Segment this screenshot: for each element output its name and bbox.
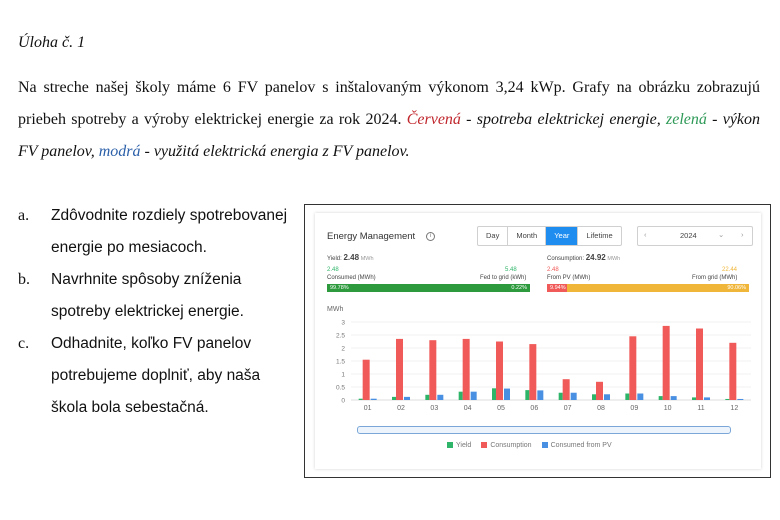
bar-consumed-from-pv-10[interactable] — [671, 396, 677, 400]
y-tick-label: 0.5 — [335, 384, 345, 392]
consumed-value: 2.48 — [327, 267, 339, 273]
bar-yield-12[interactable] — [725, 399, 729, 400]
task-title: Úloha č. 1 — [18, 34, 86, 51]
bar-consumption-10[interactable] — [663, 326, 670, 400]
legend-label: Consumed from PV — [550, 442, 612, 449]
x-tick-label: 03 — [430, 405, 439, 412]
cons-bar-left: 9.94% — [550, 285, 566, 291]
bar-yield-11[interactable] — [692, 397, 696, 400]
y-tick-label: 2 — [341, 345, 345, 353]
bar-yield-01[interactable] — [359, 399, 363, 400]
task-text: Zdôvodnite rozdiely spotrebovanej energie po mesiacoch. — [51, 207, 288, 256]
legend-yield[interactable] — [447, 442, 471, 449]
x-tick-label: 01 — [363, 405, 372, 412]
yield-bar-left: 99.78% — [330, 285, 349, 291]
yield-label: Yield: — [327, 256, 342, 262]
task-item — [18, 328, 288, 424]
info-icon[interactable]: i — [426, 232, 435, 241]
bar-yield-07[interactable] — [559, 393, 563, 400]
yield-unit: MWh — [360, 256, 374, 262]
tab-day[interactable]: Day — [478, 227, 508, 245]
task-item — [18, 264, 288, 328]
intro-text-2: - spotreba elektrickej energie, — [460, 111, 661, 128]
bar-consumed-from-pv-09[interactable] — [637, 394, 643, 401]
chart-legend — [447, 442, 612, 449]
bar-yield-02[interactable] — [392, 397, 396, 400]
bar-yield-06[interactable] — [525, 390, 529, 400]
bar-consumption-06[interactable] — [529, 344, 536, 400]
legend-label: Consumption — [490, 442, 532, 449]
bar-consumption-09[interactable] — [629, 336, 636, 400]
yield-value: 2.48 — [343, 253, 360, 262]
intro-text-4: - využitá elektrická energia z FV panelov. — [140, 143, 410, 160]
bar-consumption-03[interactable] — [429, 340, 436, 400]
x-tick-label: 07 — [563, 405, 572, 412]
legend-consumed-from-pv[interactable] — [542, 442, 612, 449]
legend-consumption[interactable] — [481, 442, 531, 449]
task-text: Odhadnite, koľko FV panelov potrebujeme doplniť, aby naša škola bola sebestačná. — [51, 335, 261, 416]
bar-consumption-12[interactable] — [729, 343, 736, 400]
consumption-value: 24.92 — [585, 253, 606, 262]
bar-consumed-from-pv-01[interactable] — [371, 399, 377, 400]
bar-yield-05[interactable] — [492, 388, 496, 400]
x-tick-label: 02 — [397, 405, 405, 412]
bar-consumed-from-pv-11[interactable] — [704, 397, 710, 400]
bar-consumed-from-pv-12[interactable] — [737, 399, 743, 400]
chevron-left-icon[interactable]: ‹ — [644, 230, 647, 239]
consumption-label: Consumption: — [547, 256, 585, 262]
x-tick-label: 11 — [697, 405, 705, 412]
task-list — [18, 200, 288, 424]
cons-bar-right: 90.06% — [727, 285, 746, 291]
red-word: Červená — [406, 111, 461, 128]
legend-swatch — [481, 442, 487, 448]
y-tick-label: 3 — [341, 319, 345, 327]
x-tick-label: 08 — [597, 405, 605, 412]
chevron-right-icon[interactable]: › — [741, 230, 744, 239]
bar-yield-03[interactable] — [425, 395, 429, 400]
legend-swatch — [542, 442, 548, 448]
x-tick-label: 06 — [530, 405, 539, 412]
intro-paragraph — [18, 72, 760, 168]
from-pv-label: From PV (MWh) — [547, 275, 591, 281]
intro-text-3: - výkon FV panelov, — [18, 111, 761, 160]
x-tick-label: 12 — [730, 405, 739, 412]
task-item — [18, 200, 288, 264]
bar-consumed-from-pv-04[interactable] — [471, 392, 477, 400]
bar-yield-04[interactable] — [459, 392, 463, 400]
y-tick-label: 0 — [341, 397, 345, 405]
x-tick-label: 05 — [497, 405, 505, 412]
tab-month[interactable]: Month — [508, 227, 546, 245]
green-word: zelená — [665, 111, 707, 128]
bar-yield-10[interactable] — [659, 396, 663, 400]
tab-lifetime[interactable]: Lifetime — [586, 231, 613, 240]
x-tick-label: 04 — [463, 405, 472, 412]
blue-word: modrá — [98, 143, 141, 160]
from-pv-value: 2.48 — [547, 267, 559, 273]
panel-title: Energy Management — [327, 231, 416, 242]
legend-label: Yield — [456, 442, 472, 449]
task-label: b. — [18, 271, 30, 288]
bar-consumption-08[interactable] — [596, 382, 603, 400]
y-tick-label: 1 — [341, 371, 345, 379]
fed-value: 5.48 — [505, 267, 517, 273]
year-value: 2024 — [680, 231, 697, 240]
range-slider[interactable] — [357, 426, 731, 434]
legend-swatch — [447, 442, 453, 448]
y-tick-label: 1.5 — [335, 358, 345, 366]
yield-bar-right: 0.22% — [511, 285, 527, 291]
bar-consumed-from-pv-02[interactable] — [404, 397, 410, 400]
chevron-down-icon[interactable]: ⌄ — [718, 230, 725, 239]
bar-consumption-02[interactable] — [396, 339, 403, 400]
bar-consumed-from-pv-03[interactable] — [437, 395, 443, 400]
from-grid-label: From grid (MWh) — [692, 275, 738, 281]
x-tick-label: 09 — [630, 405, 639, 412]
tab-year[interactable]: Year — [546, 227, 578, 245]
bar-yield-08[interactable] — [592, 394, 596, 400]
chart-figure — [304, 204, 771, 478]
bar-consumption-07[interactable] — [563, 379, 570, 400]
task-text: Navrhnite spôsoby zníženia spotreby elektrickej energie. — [51, 271, 244, 320]
task-label: a. — [18, 207, 30, 224]
intro-text-1: Na streche našej školy máme 6 FV panelov s inštalovaným výkonom 3,24 kWp. Grafy na obrázku zobrazujú priebeh spotreby a výroby elektrickej energie za rok 2024. — [18, 79, 760, 128]
y-tick-label: 2.5 — [335, 332, 345, 340]
bar-consumed-from-pv-08[interactable] — [604, 394, 610, 400]
x-tick-label: 10 — [663, 405, 672, 412]
bar-consumption-01[interactable] — [363, 360, 370, 400]
consumption-unit: MWh — [607, 256, 621, 262]
y-axis-label: MWh — [327, 306, 344, 313]
fed-label: Fed to grid (kWh) — [480, 275, 527, 281]
energy-management-panel — [315, 213, 761, 469]
from-grid-value: 22.44 — [722, 267, 738, 273]
bar-yield-09[interactable] — [625, 394, 629, 401]
bar-consumed-from-pv-07[interactable] — [571, 393, 577, 400]
consumed-label: Consumed (MWh) — [327, 275, 376, 281]
bar-consumption-11[interactable] — [696, 329, 703, 401]
task-label: c. — [18, 335, 30, 352]
bar-consumption-04[interactable] — [463, 339, 470, 400]
bar-consumption-05[interactable] — [496, 342, 503, 401]
bar-consumed-from-pv-06[interactable] — [537, 390, 543, 400]
bar-consumed-from-pv-05[interactable] — [504, 389, 510, 400]
